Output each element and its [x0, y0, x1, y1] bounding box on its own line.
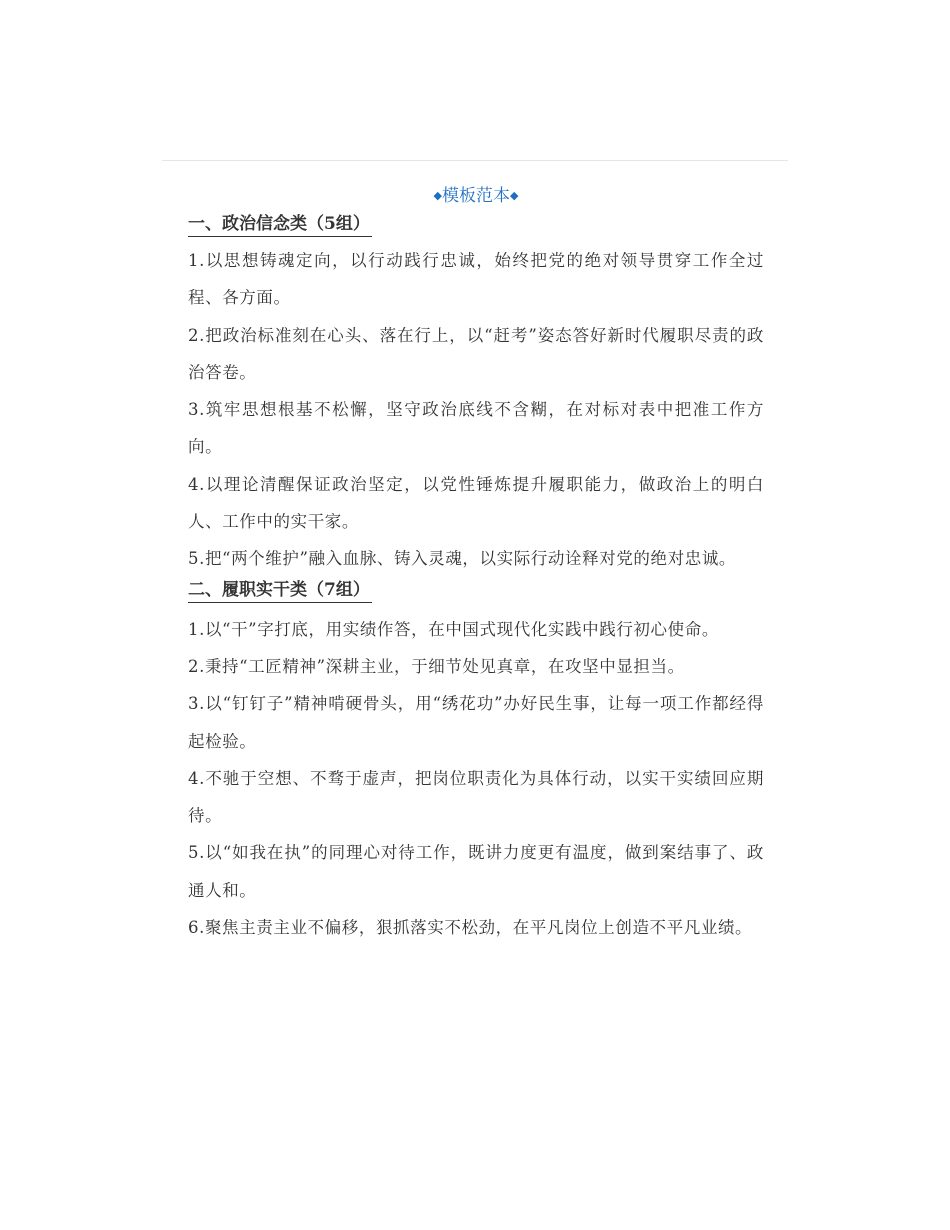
document-title [188, 180, 764, 212]
list-item: 3.以“钉钉子”精神啃硬骨头，用“绣花功”办好民生事，让每一项工作都经得起检验。 [188, 694, 764, 751]
section-heading-wrap [188, 578, 764, 611]
list-item: 1.以思想铸魂定向，以行动践行忠诚，始终把党的绝对领导贯穿工作全过程、各方面。 [188, 251, 764, 308]
diamond-left-icon: ◆ [433, 189, 442, 202]
section-heading-political: 一、政治信念类（5组） [188, 212, 372, 237]
section-heading-practice: 二、履职实干类（7组） [188, 578, 372, 603]
list-item: 5.把“两个维护”融入血脉、铸入灵魂，以实际行动诠释对党的绝对忠诚。 [188, 549, 737, 569]
list-item: 2.把政治标准刻在心头、落在行上，以“赶考”姿态答好新时代履职尽责的政治答卷。 [188, 325, 764, 382]
list-item: 4.不驰于空想、不骛于虚声，把岗位职责化为具体行动，以实干实绩回应期待。 [188, 768, 764, 826]
document-title-text: 模板范本 [442, 186, 510, 206]
list-item: 3.筑牢思想根基不松懈，坚守政治底线不含糊，在对标对表中把准工作方向。 [188, 400, 764, 457]
list-item: 5.以“如我在执”的同理心对待工作，既讲力度更有温度，做到案结事了、政通人和。 [188, 843, 764, 900]
list-item: 1.以“干”字打底，用实绩作答，在中国式现代化实践中践行初心使命。 [188, 619, 719, 639]
top-divider [162, 160, 788, 161]
document-body [188, 180, 764, 946]
list-item: 2.秉持“工匠精神”深耕主业，于细节处见真章，在攻坚中显担当。 [188, 656, 685, 676]
list-item: 6.聚焦主责主业不偏移，狠抓落实不松劲，在平凡岗位上创造不平凡业绩。 [188, 918, 753, 938]
diamond-right-icon: ◆ [510, 189, 519, 202]
list-item: 4.以理论清醒保证政治坚定，以党性锤炼提升履职能力，做政治上的明白人、工作中的实干家。 [188, 474, 764, 532]
section-heading-wrap [188, 212, 764, 242]
